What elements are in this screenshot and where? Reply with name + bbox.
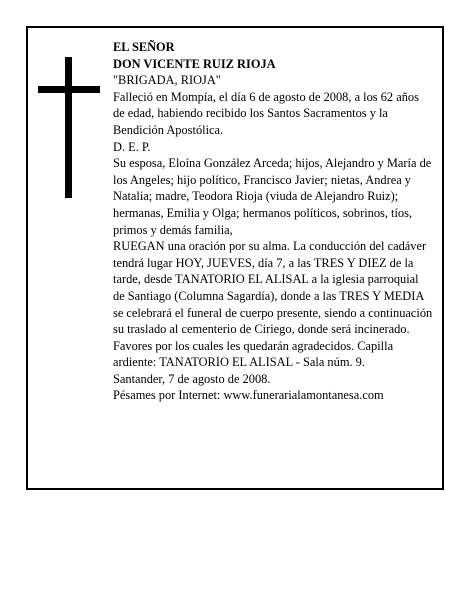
cross-horizontal-bar [38, 86, 100, 93]
cross-vertical-bar [65, 57, 72, 198]
nickname: "BRIGADA, RIOJA" [113, 73, 221, 88]
death-notice: Falleció en Mompía, el día 6 de agosto de 2008, a los 62 años de edad, habiendo recibido los Santos Sacramentos y la Bendición Apostólica. [113, 89, 419, 137]
condolences: Pésames por Internet: www.funerarialamontanesa.com [113, 388, 384, 403]
place-date: Santander, 7 de agosto de 2008. [113, 371, 271, 386]
family-list: Su esposa, Eloína González Arceda; hijos, Alejandro y María de los Angeles; hijo político, Francisco Javier; nietas, Andrea y Natalia; madre, Teodora Rioja (viuda de Alejandro Ruiz); hermanas, Emilia y Olga; hermanos políticos, sobrinos, tíos, primos y demás familia, [113, 156, 432, 237]
title-line-1: EL SEÑOR [113, 40, 175, 54]
rip: D. E. P. [113, 139, 151, 154]
funeral-request: RUEGAN una oración por su alma. La conducción del cadáver tendrá lugar HOY, JUEVES, día 7, a las TRES Y DIEZ de la tarde, desde TANATORIO EL ALISAL a la iglesia parroquial de Santiago (Columna Sagardía), donde a las TRES Y MEDIA se celebrará el funeral de cuerpo presente, siendo a continuación su traslado al cementerio de Ciriego, donde será incinerado. Favores por los cuales les quedarán agradecidos. Capilla ardiente: TANATORIO EL ALISAL - Sala núm. 9. [113, 239, 433, 370]
obituary-text [113, 39, 433, 404]
cross-icon [38, 57, 100, 198]
deceased-name: DON VICENTE RUIZ RIOJA [113, 56, 276, 71]
